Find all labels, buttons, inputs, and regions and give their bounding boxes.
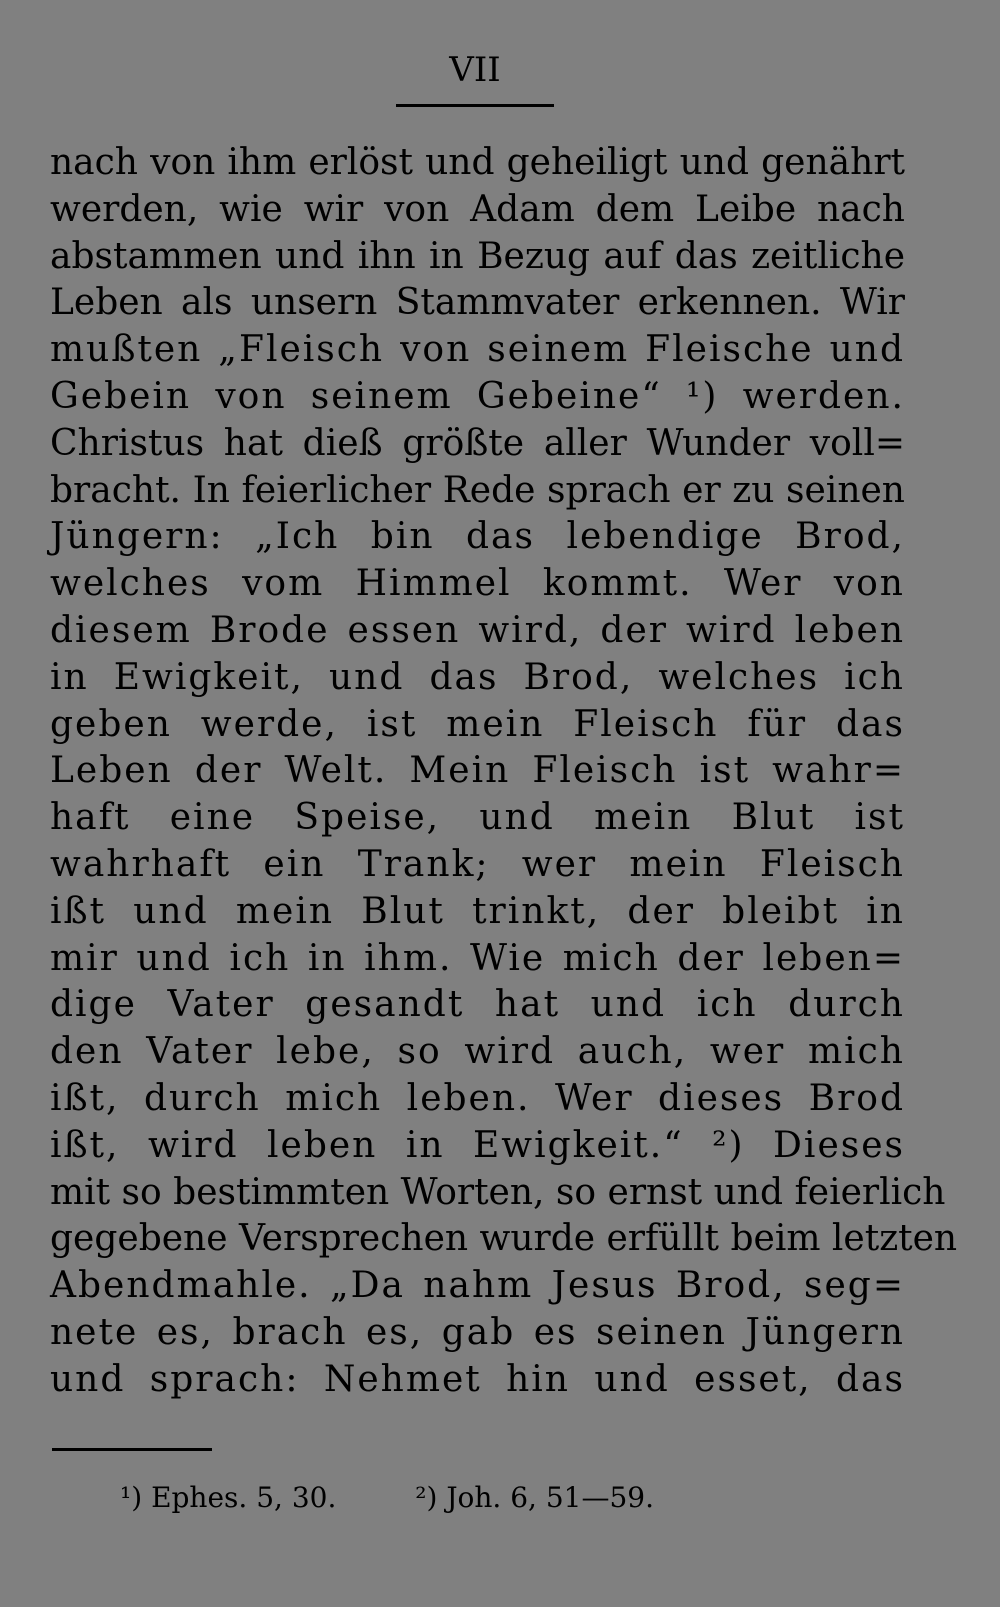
text-line: in Ewigkeit, und das Brod, welches ich [50,656,905,698]
text-line: mit so bestimmten Worten, so ernst und feierlich [50,1171,946,1213]
text-line: Gebein von seinem Gebeine“ ¹) werden. [50,375,905,417]
text-line: ißt, wird leben in Ewigkeit.“ ²) Dieses [50,1124,905,1166]
text-line: gegebene Versprechen wurde erfüllt beim letzten [50,1218,958,1260]
page-number: VII [449,50,501,90]
text-line: ißt und mein Blut trinkt, der bleibt in [50,890,905,932]
footnotes [120,1478,654,1518]
footnote-marker: ²) [415,1481,438,1514]
text-line: diesem Brode essen wird, der wird leben [50,609,905,651]
text-line: den Vater lebe, so wird auch, wer mich [50,1031,905,1073]
text-line: ißt, durch mich leben. Wer dieses Brod [50,1077,905,1119]
text-line: bracht. In feierlicher Rede sprach er zu seinen [50,469,905,511]
footnote-marker: ¹) [120,1481,143,1514]
text-line: wahrhaft ein Trank; wer mein Fleisch [50,843,905,885]
footnote-text: Ephes. 5, 30. [151,1481,337,1514]
text-line: dige Vater gesandt hat und ich durch [50,984,905,1026]
text-line: nach von ihm erlöst und geheiligt und genährt [50,142,905,183]
body-text [50,140,958,1404]
text-line: Leben der Welt. Mein Fleisch ist wahr= [50,750,905,792]
footnote-rule [52,1448,212,1451]
text-line: nete es, brach es, gab es seinen Jüngern [50,1311,905,1353]
text-line: Abendmahle. „Da nahm Jesus Brod, seg= [50,1265,905,1307]
footnote-text: Joh. 6, 51—59. [446,1481,655,1514]
text-line: Leben als unsern Stammvater erkennen. Wir [50,282,905,324]
text-line: und sprach: Nehmet hin und esset, das [50,1358,905,1400]
text-line: mußten „Fleisch von seinem Fleische und [50,329,905,371]
text-line: Jüngern: „Ich bin das lebendige Brod, [50,516,905,558]
text-line: Christus hat dieß größte aller Wunder voll= [50,422,905,464]
text-line: haft eine Speise, und mein Blut ist [50,797,905,839]
text-line: geben werde, ist mein Fleisch für das [50,703,905,745]
text-line: welches vom Himmel kommt. Wer von [50,563,905,605]
text-line: mir und ich in ihm. Wie mich der leben= [50,937,905,979]
footnote [415,1478,654,1518]
text-line: werden, wie wir von Adam dem Leibe nach [50,188,905,230]
text-line: abstammen und ihn in Bezug auf das zeitliche [50,235,905,277]
footnote [120,1478,336,1518]
header-rule [396,104,554,107]
